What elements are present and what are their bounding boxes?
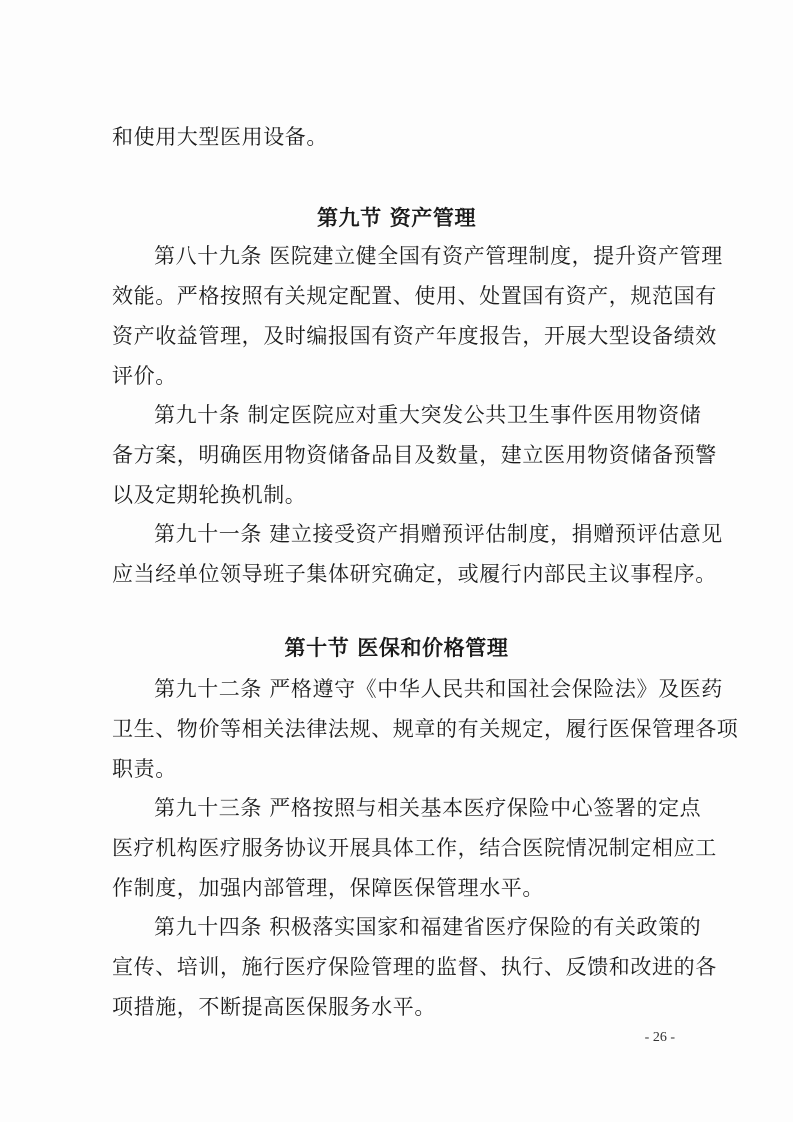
text-line: 和使用大型医用设备。 bbox=[112, 125, 328, 149]
article-89-line-3: 资产收益管理，及时编报国有资产年度报告，开展大型设备绩效 bbox=[112, 324, 717, 348]
article-90-line-2: 备方案，明确医用物资储备品目及数量，建立医用物资储备预警 bbox=[112, 443, 717, 467]
article-92-line-3: 职责。 bbox=[112, 757, 177, 781]
section-heading-insurance-pricing: 第十节 医保和价格管理 bbox=[284, 635, 509, 660]
article-89-line-2: 效能。严格按照有关规定配置、使用、处置国有资产，规范国有 bbox=[112, 284, 717, 308]
article-94-line-1: 第九十四条 积极落实国家和福建省医疗保险的有关政策的 bbox=[154, 915, 702, 939]
article-93-line-3: 作制度，加强内部管理，保障医保管理水平。 bbox=[112, 876, 544, 900]
article-93-line-1: 第九十三条 严格按照与相关基本医疗保险中心签署的定点 bbox=[154, 796, 702, 820]
article-92-line-1: 第九十二条 严格遵守《中华人民共和国社会保险法》及医药 bbox=[154, 677, 723, 701]
article-90-line-3: 以及定期轮换机制。 bbox=[112, 483, 307, 507]
article-94-line-2: 宣传、培训，施行医疗保险管理的监督、执行、反馈和改进的各 bbox=[112, 955, 717, 979]
article-91-line-1: 第九十一条 建立接受资产捐赠预评估制度，捐赠预评估意见 bbox=[154, 522, 723, 546]
article-93-line-2: 医疗机构医疗服务协议开展具体工作，结合医院情况制定相应工 bbox=[112, 836, 717, 860]
article-90-line-1: 第九十条 制定医院应对重大突发公共卫生事件医用物资储 bbox=[154, 403, 702, 427]
article-94-line-3: 项措施，不断提高医保服务水平。 bbox=[112, 995, 436, 1019]
page-number: - 26 - bbox=[644, 1030, 675, 1045]
article-92-line-2: 卫生、物价等相关法律法规、规章的有关规定，履行医保管理各项 bbox=[112, 717, 739, 741]
article-89-line-4: 评价。 bbox=[112, 364, 177, 388]
article-91-line-2: 应当经单位领导班子集体研究确定，或履行内部民主议事程序。 bbox=[112, 562, 717, 586]
section-heading-assets: 第九节 资产管理 bbox=[316, 205, 477, 230]
article-89-line-1: 第八十九条 医院建立健全国有资产管理制度，提升资产管理 bbox=[154, 244, 723, 268]
